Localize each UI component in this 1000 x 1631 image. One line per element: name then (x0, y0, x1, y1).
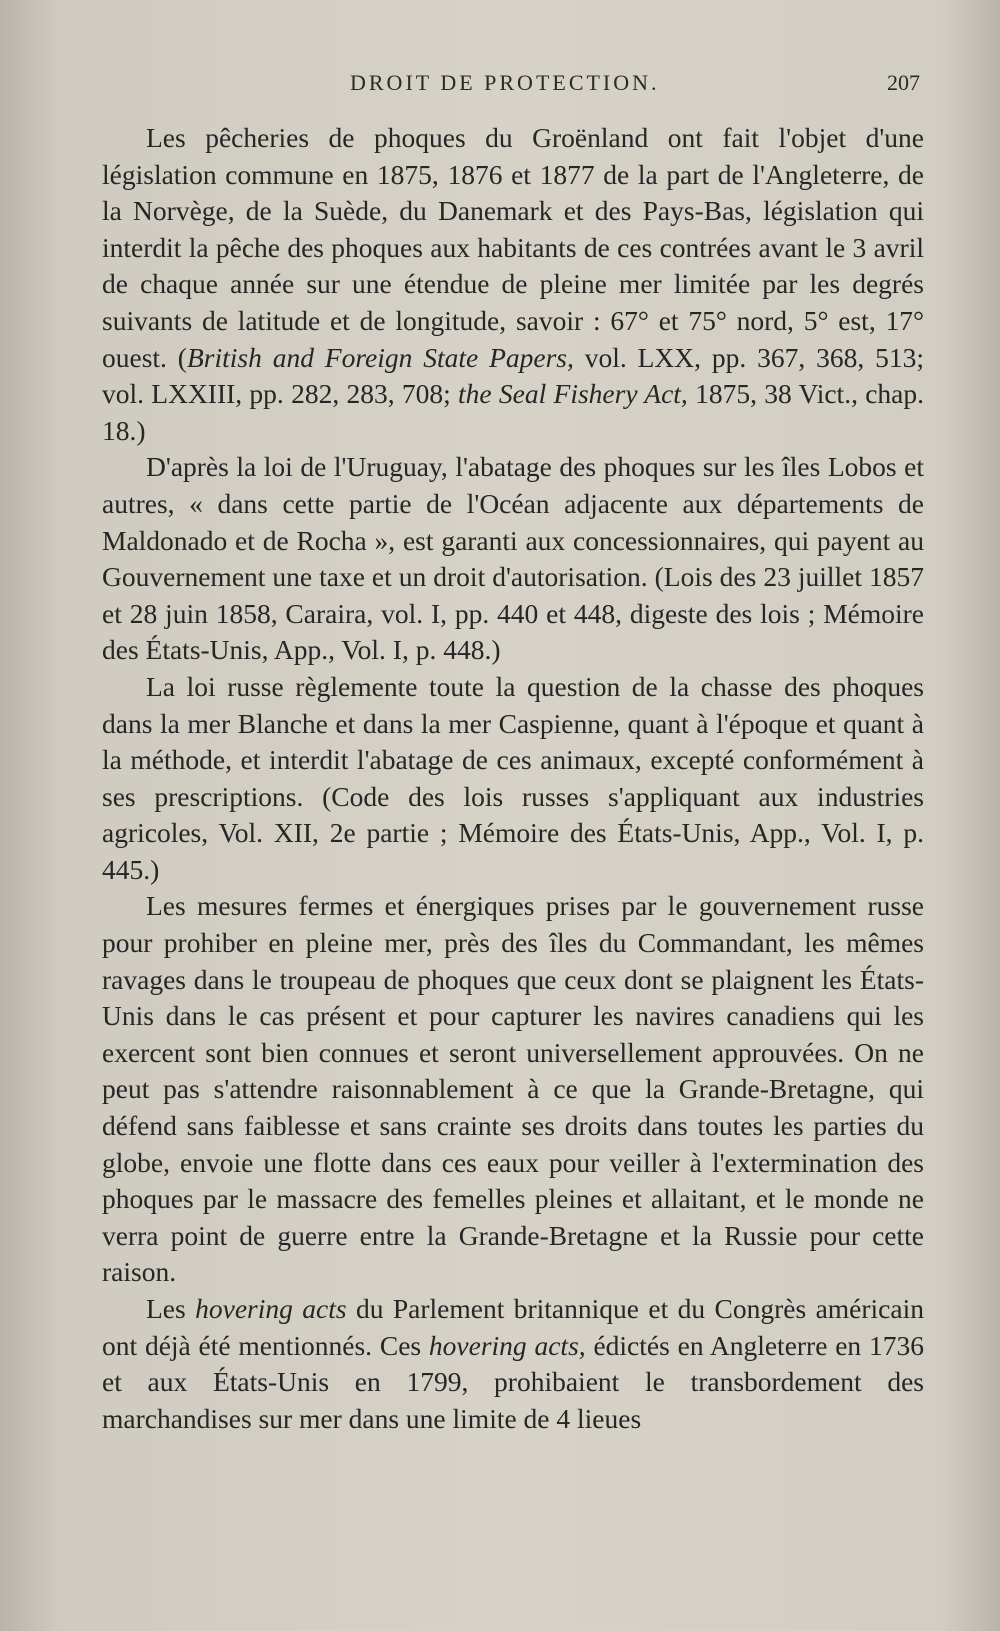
running-title: DROIT DE PROTECTION. (350, 70, 660, 95)
citation-seal-fishery-act: the Seal Fishery Act, (458, 378, 688, 410)
paragraph-greenland-fisheries (102, 120, 924, 449)
term-hovering-acts: hovering acts, (428, 1329, 586, 1361)
term-hovering-acts: hovering acts (195, 1293, 347, 1324)
text-segment: du Parlement britannique et du Congrès américain ont déjà été mentionnés. Ces (102, 1293, 924, 1361)
text-segment: La loi russe règlemente toute la question de la chasse des phoques dans la mer Blanche et dans la mer Caspienne, quant à l'époque et quant à la méthode, et interdit l'abatage de ces animaux, excepté conformément à ses prescriptions. (Code des lois russes s'appliquant aux industries agricoles, Vol. XII, 2e partie ; Mémoire des États-Unis, App., Vol. I, p. 445.) (102, 670, 924, 885)
paragraph-russian-measures (102, 888, 924, 1291)
text-segment: Les pêcheries de phoques du Groënland ont fait l'objet d'une législation commune en 1875, 1876 et 1877 de la part de l'Angleterre, de la Norvège, de la Suède, du Danemark et des Pays-Bas, législation qui interdit la pêche des phoques aux habitants de ces contrées avant le 3 avril de chaque année sur une étendue de pleine mer limitée par les degrés suivants de latitude et de longitude, savoir : 67° et 75° nord, 5° est, 17° ouest. ( (102, 122, 924, 373)
body-text (102, 120, 924, 1437)
text-segment: 1875, 38 Vict., chap. 18.) (102, 378, 925, 446)
page-header (100, 70, 920, 110)
text-segment: édictés en Angleterre en 1736 et aux États-Unis en 1799, prohibaient le transbordement des marchandises sur mer dans une limite de 4 lieues (102, 1329, 924, 1434)
text-segment: vol. LXX, pp. 367, 368, 513; vol. LXXIII, pp. 282, 283, 708; (102, 341, 924, 410)
paragraph-hovering-acts (102, 1291, 924, 1437)
page-number: 207 (887, 70, 920, 95)
paragraph-russian-law (102, 669, 924, 889)
text-segment: Les mesures fermes et énergiques prises par le gouvernement russe pour prohiber en pleine mer, près des îles du Commandant, les mêmes ravages dans le troupeau de phoques que ceux dont se plaignent les États-Unis dans le cas présent et pour capturer les navires canadiens qui les exercent sont bien connues et seront universellement approuvées. On ne peut pas s'attendre raisonnablement à ce que la Grande-Bretagne, qui défend sans faiblesse et sans crainte ses droits dans toutes les parties du globe, envoie une flotte dans ces eaux pour veiller à l'extermination des phoques par le massacre des femelles pleines et allaitant, et le monde ne verra point de guerre entre la Grande-Bretagne et la Russie pour cette raison. (102, 890, 924, 1288)
citation-british-foreign-state-papers: British and Foreign State Papers, (186, 341, 574, 373)
paragraph-uruguay-law (102, 449, 924, 669)
text-segment: D'après la loi de l'Uruguay, l'abatage des phoques sur les îles Lobos et autres, « dans cette partie de l'Océan adjacente aux départements de Maldonado et de Rocha », est garanti aux concessionnaires, qui payent au Gouvernement une taxe et un droit d'autorisation. (Lois des 23 juillet 1857 et 28 juin 1858, Caraira, vol. I, pp. 440 et 448, digeste des lois ; Mémoire des États-Unis, App., Vol. I, p. 448.) (102, 451, 924, 666)
text-segment: Les (146, 1293, 196, 1324)
